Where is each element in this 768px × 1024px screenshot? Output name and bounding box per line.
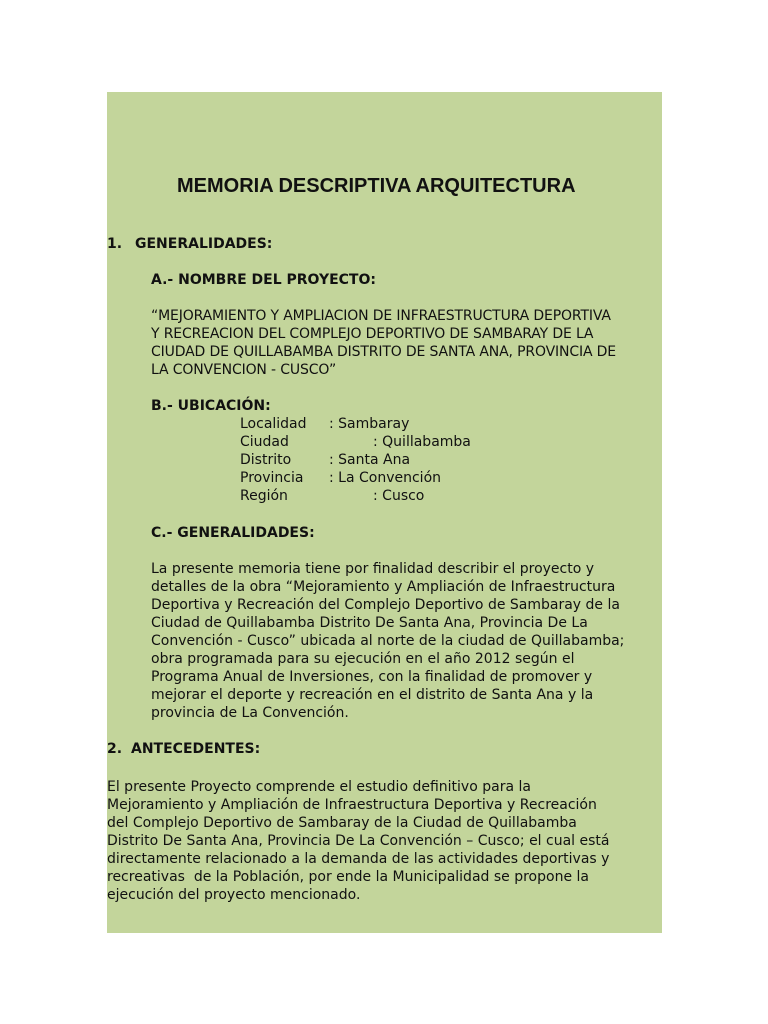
location-row-provincia [240,469,442,487]
paragraph-line: El presente Proyecto comprende el estudio definitivo para la [107,779,531,795]
location-value: : Quillabamba [373,434,471,450]
paragraph-line: Deportiva y Recreación del Complejo Deportivo de Sambaray de la [151,597,620,613]
section-1-number: 1. [107,236,123,252]
project-name-line: “MEJORAMIENTO Y AMPLIACION DE INFRAESTRUCTURA DEPORTIVA [151,308,611,324]
document-title: MEMORIA DESCRIPTIVA ARQUITECTURA [177,175,576,197]
paragraph-line: directamente relacionado a la demanda de las actividades deportivas y [107,851,610,867]
section-2-title: ANTECEDENTES: [131,741,261,757]
paragraph-line: La presente memoria tiene por finalidad describir el proyecto y [151,561,595,577]
location-label: Ciudad [240,434,289,450]
paragraph-line: Programa Anual de Inversiones, con la finalidad de promover y [151,669,593,685]
paragraph-line: detalles de la obra “Mejoramiento y Ampliación de Infraestructura [151,579,616,595]
location-value: : Sambaray [329,416,410,432]
project-name-line: Y RECREACION DEL COMPLEJO DEPORTIVO DE SAMBARAY DE LA [151,326,594,342]
location-value: : Cusco [373,488,425,504]
paragraph-line: Convención - Cusco” ubicada al norte de la ciudad de Quillabamba; [151,633,625,649]
section-2-number: 2. [107,741,123,757]
paragraph-line: Distrito De Santa Ana, Provincia De La Convención – Cusco; el cual está [107,833,610,849]
location-row-localidad [240,415,410,433]
document-page [107,92,662,933]
paragraph-line: recreativas de la Población, por ende la Municipalidad se propone la [107,869,589,885]
location-label: Localidad [240,416,307,432]
paragraph-line: Ciudad de Quillabamba Distrito De Santa Ana, Provincia De La [151,615,588,631]
paragraph-line: del Complejo Deportivo de Sambaray de la Ciudad de Quillabamba [107,815,577,831]
subsection-b-heading: B.- UBICACIÓN: [151,398,271,414]
section-2-heading [107,740,260,758]
paragraph-line: ejecución del proyecto mencionado. [107,887,361,903]
paragraph-line: provincia de La Convención. [151,705,349,721]
project-name-paragraph [151,307,662,379]
project-name-line: LA CONVENCION - CUSCO” [151,362,337,378]
generalidades-paragraph [151,560,662,722]
paragraph-line: obra programada para su ejecución en el año 2012 según el [151,651,575,667]
location-row-ciudad [240,433,471,451]
project-name-line: CIUDAD DE QUILLABAMBA DISTRITO DE SANTA ANA, PROVINCIA DE [151,344,617,360]
location-value: : La Convención [329,470,442,486]
location-value: : Santa Ana [329,452,411,468]
subsection-a-heading: A.- NOMBRE DEL PROYECTO: [151,272,376,288]
section-1-title: GENERALIDADES: [135,236,273,252]
subsection-c-heading: C.- GENERALIDADES: [151,525,315,541]
location-row-distrito [240,451,411,469]
location-label: Distrito [240,452,292,468]
location-label: Región [240,488,288,504]
section-1-heading [107,235,272,253]
antecedentes-paragraph [107,778,662,904]
location-row-region [240,487,425,505]
paragraph-line: Mejoramiento y Ampliación de Infraestructura Deportiva y Recreación [107,797,597,813]
paragraph-line: mejorar el deporte y recreación en el distrito de Santa Ana y la [151,687,594,703]
location-label: Provincia [240,470,304,486]
